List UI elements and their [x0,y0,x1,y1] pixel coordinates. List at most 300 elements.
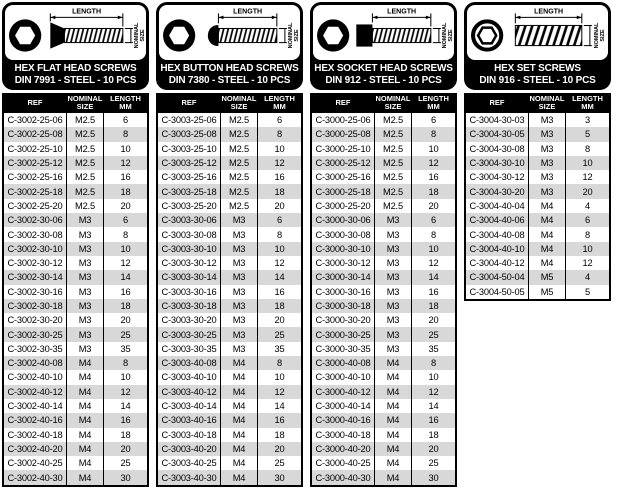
ref-cell: C-3004-50-04 [466,270,529,284]
header-ref: REF [4,93,67,113]
table-row [158,428,301,442]
size-cell: M2.5 [375,170,412,184]
ref-cell: C-3003-30-14 [158,270,221,284]
size-cell: M3 [221,285,258,299]
card-title-line1: HEX FLAT HEAD SCREWS [14,62,137,74]
table-row [158,142,301,156]
ref-cell: C-3002-25-10 [4,142,67,156]
nominal-size-label-1: NOMINAL [593,22,600,49]
length-label: LENGTH [72,8,102,16]
len-cell: 12 [274,258,285,269]
len-cell: 8 [431,229,437,240]
ref-cell: C-3000-40-12 [312,385,375,399]
table-row [312,356,455,370]
table-row [466,156,609,170]
size-cell: M4 [375,442,412,456]
table-row [312,127,455,141]
ref-cell: C-3004-40-08 [466,227,529,241]
table-row [466,142,609,156]
len-cell: 16 [274,172,285,183]
ref-cell: C-3004-30-05 [466,127,529,141]
table-row [4,313,147,327]
len-cell: 6 [585,215,591,226]
table-row [4,127,147,141]
table-row [4,256,147,270]
len-cell: 10 [582,158,593,169]
header-ref: REF [312,93,375,113]
screw-diagram-panel [313,5,454,60]
len-cell: 20 [274,200,285,211]
ref-cell: C-3000-40-08 [312,356,375,370]
ref-cell: C-3002-40-18 [4,428,67,442]
size-cell: M3 [67,242,104,256]
table-row [158,184,301,198]
size-cell: M4 [375,399,412,413]
ref-cell: C-3000-30-06 [312,213,375,227]
size-cell: M5 [529,270,566,284]
size-cell: M4 [375,385,412,399]
table-row [4,370,147,384]
len-cell: 20 [120,200,131,211]
len-cell: 12 [428,258,439,269]
ref-cell: C-3002-25-20 [4,199,67,213]
ref-cell: C-3000-30-12 [312,256,375,270]
ref-cell: C-3000-40-18 [312,428,375,442]
size-cell: M4 [221,413,258,427]
table-row [466,227,609,241]
len-cell: 16 [274,415,285,426]
table-body [158,113,301,485]
size-cell: M4 [221,456,258,470]
ref-cell: C-3000-25-08 [312,127,375,141]
len-cell: 25 [428,329,439,340]
size-cell: M2.5 [375,184,412,198]
len-cell: 18 [428,429,439,440]
screw-column [2,2,149,487]
table-row [312,213,455,227]
nominal-size-label-2: SIZE [139,29,146,42]
size-cell: M4 [67,356,104,370]
table-row [158,299,301,313]
table-row [312,399,455,413]
screw-column [156,2,303,487]
ref-cell: C-3004-40-10 [466,242,529,256]
len-cell: 4 [585,200,591,211]
size-cell: M4 [67,456,104,470]
size-cell: M2.5 [221,113,258,127]
size-cell: M3 [67,285,104,299]
len-cell: 16 [428,172,439,183]
table-row [4,113,147,127]
table-row [4,299,147,313]
len-cell: 3 [585,115,591,126]
ref-cell: C-3000-30-35 [312,342,375,356]
len-cell: 35 [120,343,131,354]
size-cell: M5 [529,285,566,299]
nominal-size-label-1: NOMINAL [133,22,140,49]
ref-cell: C-3002-30-06 [4,213,67,227]
card-title-line2: DIN 7380 - STEEL - 10 PCS [168,74,291,86]
ref-cell: C-3002-40-20 [4,442,67,456]
table-row [312,156,455,170]
ref-cell: C-3003-25-06 [158,113,221,127]
size-cell: M2.5 [67,156,104,170]
len-cell: 4 [585,272,591,283]
size-cell: M4 [375,356,412,370]
len-cell: 35 [274,343,285,354]
size-cell: M3 [221,227,258,241]
size-cell: M3 [67,327,104,341]
len-cell: 25 [120,329,131,340]
screw-diagram-panel [159,5,300,60]
table-row [312,428,455,442]
table-row [158,399,301,413]
ref-cell: C-3003-30-06 [158,213,221,227]
product-card [156,2,303,90]
product-card [2,2,149,90]
table-header [466,93,609,113]
size-cell: M3 [221,313,258,327]
size-cell: M3 [529,184,566,198]
len-cell: 8 [277,229,283,240]
threaded-shaft [372,28,430,42]
len-cell: 10 [274,243,285,254]
card-title [313,60,454,89]
table-header [312,93,455,113]
len-cell: 14 [274,272,285,283]
len-cell: 10 [428,243,439,254]
len-cell: 6 [431,215,437,226]
len-cell: 14 [428,401,439,412]
len-cell: 35 [428,343,439,354]
size-cell: M2.5 [67,184,104,198]
ref-cell: C-3000-30-08 [312,227,375,241]
ref-cell: C-3000-25-16 [312,170,375,184]
len-cell: 8 [431,129,437,140]
ref-cell: C-3003-30-25 [158,327,221,341]
card-title [467,60,608,89]
table-row [4,470,147,484]
size-cell: M3 [221,327,258,341]
threaded-body [515,25,581,45]
size-cell: M4 [375,370,412,384]
size-cell: M3 [375,327,412,341]
table-row [312,342,455,356]
header-length: LENGTH MM [110,93,141,111]
card-title-line1: HEX SOCKET HEAD SCREWS [314,62,453,74]
len-cell: 16 [120,172,131,183]
len-cell: 10 [582,243,593,254]
size-cell: M4 [221,370,258,384]
ref-cell: C-3002-40-14 [4,399,67,413]
size-cell: M4 [529,242,566,256]
table-row [466,127,609,141]
table-row [466,256,609,270]
len-cell: 10 [428,143,439,154]
ref-cell: C-3002-40-25 [4,456,67,470]
table-row [158,342,301,356]
size-cell: M4 [67,428,104,442]
header-nominal-size: NOMINAL SIZE [375,93,411,111]
size-cell: M2.5 [221,184,258,198]
screw-table [310,93,457,487]
ref-cell: C-3000-30-10 [312,242,375,256]
ref-cell: C-3000-25-20 [312,199,375,213]
size-cell: M4 [67,399,104,413]
hex-flat-head-screw-diagram [5,5,146,60]
len-cell: 18 [428,301,439,311]
ref-cell: C-3000-25-06 [312,113,375,127]
ref-cell: C-3003-25-08 [158,127,221,141]
len-cell: 18 [428,186,439,197]
len-cell: 8 [585,229,591,240]
len-cell: 12 [120,158,131,169]
ref-cell: C-3000-25-12 [312,156,375,170]
size-cell: M3 [67,299,104,313]
len-cell: 10 [120,143,131,154]
header-length: LENGTH MM [264,93,295,111]
len-cell: 18 [274,186,285,197]
size-cell: M4 [529,227,566,241]
table-row [4,227,147,241]
ref-cell: C-3002-25-08 [4,127,67,141]
hex-button-head-screw-diagram [159,5,300,60]
ref-cell: C-3004-30-20 [466,184,529,198]
len-cell: 18 [274,429,285,440]
table-header [158,93,301,113]
ref-cell: C-3003-30-10 [158,242,221,256]
table-row [312,256,455,270]
ref-cell: C-3002-40-10 [4,370,67,384]
ref-cell: C-3002-30-20 [4,313,67,327]
size-cell: M2.5 [67,127,104,141]
header-ref: REF [466,93,529,113]
len-cell: 18 [274,301,285,311]
ref-cell: C-3000-30-25 [312,327,375,341]
size-cell: M3 [375,285,412,299]
size-cell: M3 [221,299,258,313]
len-cell: 20 [274,443,285,454]
len-cell: 12 [274,386,285,397]
ref-cell: C-3000-30-18 [312,299,375,313]
len-cell: 6 [277,115,283,126]
nominal-size-label-1: NOMINAL [287,22,294,49]
ref-cell: C-3004-50-05 [466,285,529,299]
size-cell: M3 [375,213,412,227]
ref-cell: C-3003-30-08 [158,227,221,241]
table-row [466,184,609,198]
table-row [312,142,455,156]
len-cell: 25 [274,329,285,340]
dim-arrow-right [577,16,582,19]
screw-table [156,93,303,487]
table-row [312,113,455,127]
table-row [158,385,301,399]
table-row [158,227,301,241]
ref-cell: C-3003-40-16 [158,413,221,427]
table-row [158,199,301,213]
size-cell: M2.5 [67,142,104,156]
table-row [158,113,301,127]
ref-cell: C-3000-30-14 [312,270,375,284]
header-nominal-size: NOMINAL SIZE [67,93,103,111]
table-row [4,428,147,442]
ref-cell: C-3002-30-10 [4,242,67,256]
len-cell: 10 [274,372,285,383]
ref-cell: C-3003-30-18 [158,299,221,313]
size-cell: M3 [375,313,412,327]
dim-arrow-left [218,16,223,19]
ref-cell: C-3002-30-18 [4,299,67,313]
table-body [466,113,609,299]
len-cell: 10 [120,372,131,383]
ref-cell: C-3004-30-10 [466,156,529,170]
size-cell: M4 [67,370,104,384]
size-cell: M4 [375,428,412,442]
size-cell: M2.5 [221,170,258,184]
ref-cell: C-3003-25-10 [158,142,221,156]
len-cell: 16 [274,286,285,297]
size-cell: M3 [375,270,412,284]
ref-cell: C-3002-30-25 [4,327,67,341]
size-cell: M2.5 [221,199,258,213]
table-row [158,370,301,384]
len-cell: 8 [277,129,283,140]
table-row [312,170,455,184]
table-row [312,285,455,299]
nominal-size-label-1: NOMINAL [441,22,448,49]
threaded-shaft [218,28,276,42]
table-row [158,127,301,141]
ref-cell: C-3002-40-16 [4,413,67,427]
ref-cell: C-3002-40-30 [4,470,67,484]
screw-diagram-panel [5,5,146,60]
size-cell: M3 [375,242,412,256]
header-length: LENGTH MM [572,93,603,111]
ref-cell: C-3000-30-16 [312,285,375,299]
ref-cell: C-3000-25-18 [312,184,375,198]
len-cell: 20 [428,443,439,454]
table-row [4,156,147,170]
len-cell: 20 [120,315,131,326]
table-row [4,342,147,356]
len-cell: 20 [428,200,439,211]
len-cell: 18 [120,301,131,311]
ref-cell: C-3002-40-08 [4,356,67,370]
table-row [312,442,455,456]
size-cell: M4 [221,399,258,413]
header-nominal-size: NOMINAL SIZE [221,93,257,111]
len-cell: 12 [428,158,439,169]
ref-cell: C-3004-30-12 [466,170,529,184]
table-row [4,327,147,341]
table-row [4,385,147,399]
screw-table [2,93,149,487]
size-cell: M2.5 [375,127,412,141]
size-cell: M3 [221,242,258,256]
len-cell: 8 [277,358,283,369]
table-header [4,93,147,113]
table-row [312,227,455,241]
header-ref: REF [158,93,221,113]
table-row [158,156,301,170]
hex-set-screw-diagram [467,5,608,60]
table-row [312,370,455,384]
len-cell: 14 [274,401,285,412]
len-cell: 30 [428,472,439,483]
table-row [312,184,455,198]
len-cell: 6 [277,215,283,226]
table-row [4,184,147,198]
size-cell: M3 [375,299,412,313]
len-cell: 18 [120,429,131,440]
nominal-size-label-2: SIZE [447,29,454,42]
table-row [158,327,301,341]
size-cell: M2.5 [375,113,412,127]
size-cell: M3 [221,342,258,356]
len-cell: 12 [582,172,593,183]
size-cell: M3 [67,227,104,241]
ref-cell: C-3003-40-18 [158,428,221,442]
table-row [4,142,147,156]
len-cell: 8 [123,229,129,240]
table-row [466,285,609,299]
len-cell: 6 [431,115,437,126]
len-cell: 16 [428,286,439,297]
len-cell: 14 [120,401,131,412]
card-title [159,60,300,89]
ref-cell: C-3000-40-14 [312,399,375,413]
product-card [464,2,611,90]
table-row [158,242,301,256]
len-cell: 20 [274,315,285,326]
table-row [4,242,147,256]
size-cell: M2.5 [375,156,412,170]
table-row [158,270,301,284]
len-cell: 30 [120,472,131,483]
len-cell: 8 [123,358,129,369]
len-cell: 8 [431,358,437,369]
size-cell: M4 [67,442,104,456]
size-cell: M3 [375,227,412,241]
len-cell: 16 [120,415,131,426]
ref-cell: C-3000-40-25 [312,456,375,470]
len-cell: 12 [120,386,131,397]
len-cell: 8 [123,129,129,140]
size-cell: M4 [221,385,258,399]
ref-cell: C-3000-40-16 [312,413,375,427]
ref-cell: C-3003-30-12 [158,256,221,270]
screw-diagram-panel [467,5,608,60]
ref-cell: C-3003-25-18 [158,184,221,198]
size-cell: M3 [67,313,104,327]
ref-cell: C-3003-25-20 [158,199,221,213]
size-cell: M3 [67,270,104,284]
size-cell: M3 [529,156,566,170]
ref-cell: C-3002-30-35 [4,342,67,356]
table-row [158,170,301,184]
ref-cell: C-3002-25-16 [4,170,67,184]
table-row [466,113,609,127]
nominal-size-label-2: SIZE [293,29,300,42]
countersunk-head [50,22,64,48]
size-cell: M4 [221,470,258,484]
table-row [158,213,301,227]
cylindrical-head [356,24,372,46]
len-cell: 6 [123,115,129,126]
size-cell: M4 [67,413,104,427]
nominal-size-label-2: SIZE [599,29,606,42]
